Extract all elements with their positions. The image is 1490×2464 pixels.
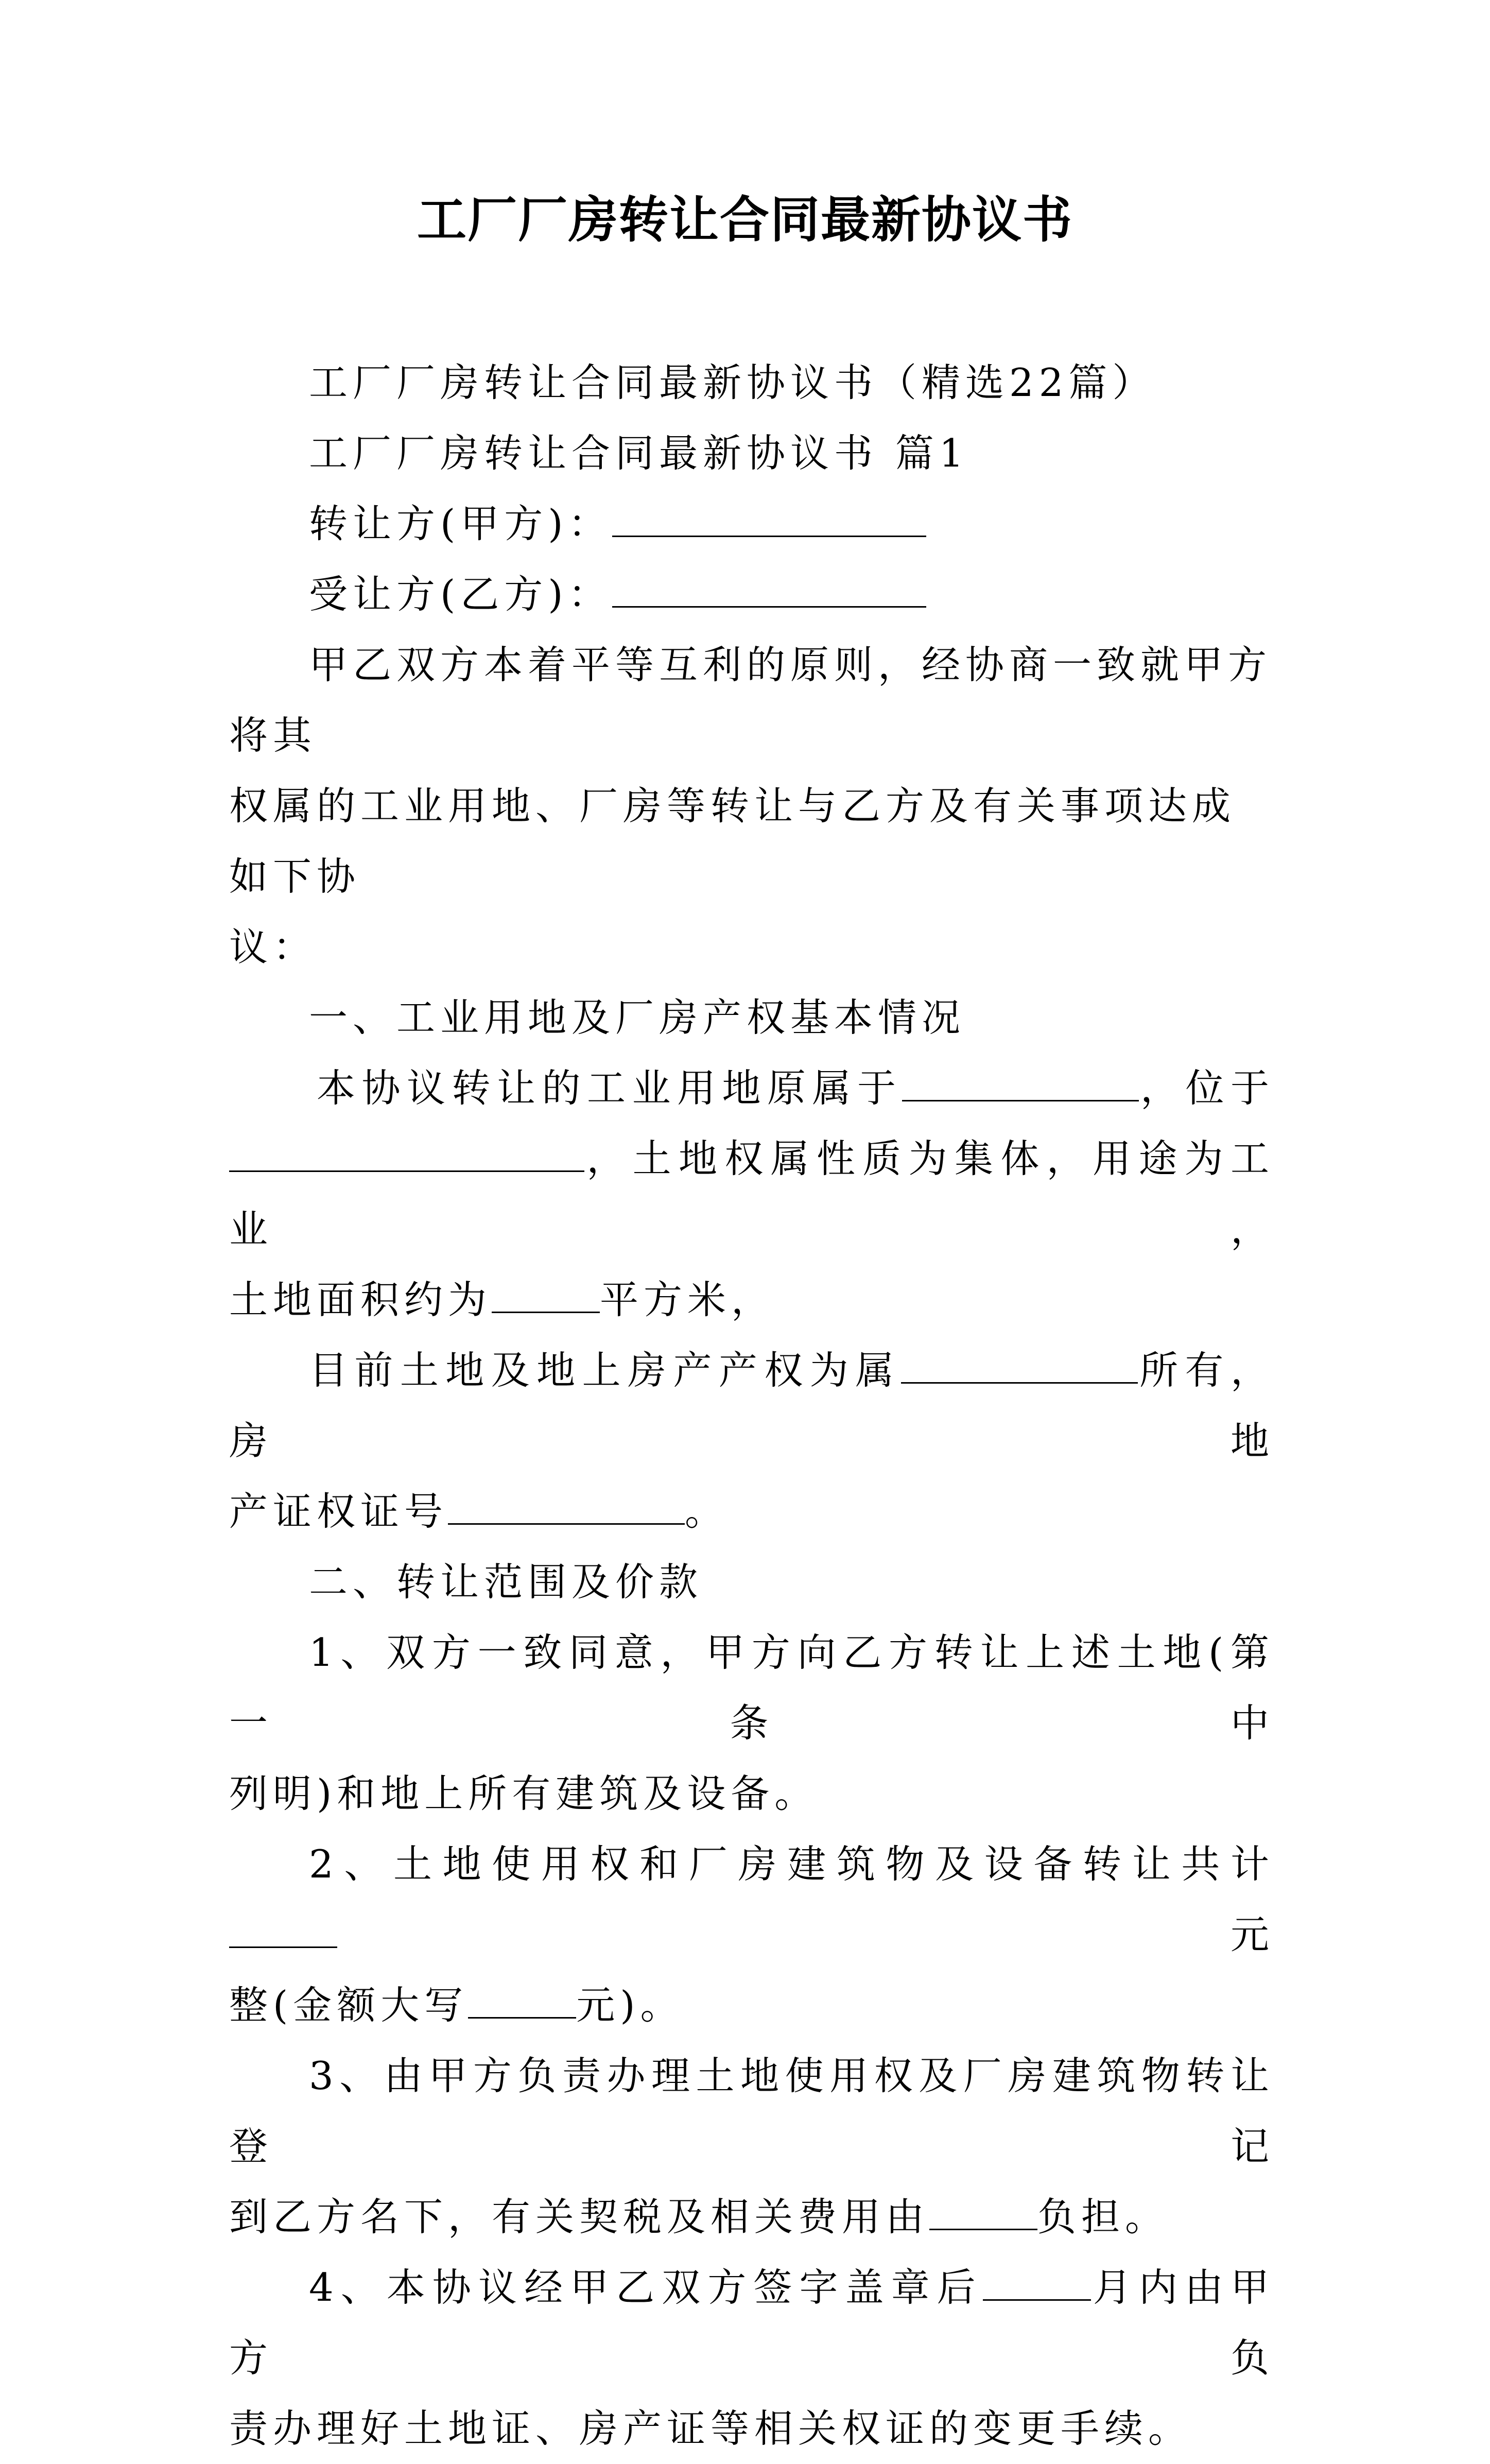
intro-line: 甲乙双方本着平等互利的原则，经协商一致就甲方将其 bbox=[229, 642, 1272, 758]
party-b-line bbox=[229, 559, 1274, 630]
paragraph-line bbox=[229, 1476, 1274, 1547]
text-span: 负担。 bbox=[1037, 2194, 1169, 2239]
text-span: 所有，房地 bbox=[229, 1348, 1274, 1463]
text-span: 到乙方名下，有关契税及相关费用由 bbox=[229, 2194, 930, 2239]
item-line: 列明)和地上所有建筑及设备。 bbox=[229, 1771, 819, 1816]
document-body bbox=[229, 348, 1274, 2464]
document-title: 工厂厂房转让合同最新协议书 bbox=[417, 191, 1073, 249]
item-line bbox=[229, 2252, 1274, 2393]
item-line bbox=[229, 1970, 1274, 2041]
party-a-label: 转让方(甲方)： bbox=[309, 501, 612, 546]
item-line bbox=[229, 2182, 1274, 2252]
text-span: 。 bbox=[685, 1489, 729, 1534]
party-b-blank bbox=[612, 575, 926, 608]
text-span: 4、本协议经甲乙双方签字盖章后 bbox=[309, 2265, 983, 2310]
intro-line: 议： bbox=[229, 924, 317, 970]
amount-words-blank bbox=[468, 1986, 576, 2019]
owner-blank bbox=[901, 1351, 1138, 1384]
text-span: 平方米， bbox=[600, 1277, 775, 1322]
certificate-number-blank bbox=[448, 1492, 685, 1525]
text-span: 月内由甲方负 bbox=[229, 2265, 1274, 2381]
item-line: 1、双方一致同意，甲方向乙方转让上述土地(第一条中 bbox=[229, 1630, 1274, 1746]
months-blank bbox=[983, 2268, 1091, 2301]
heading-one: 一、工业用地及厂房产权基本情况 bbox=[309, 995, 966, 1040]
heading-two: 二、转让范围及价款 bbox=[309, 1559, 703, 1605]
paragraph-line bbox=[229, 1053, 1274, 1124]
text-span: 目前土地及地上房产产权为属 bbox=[309, 1348, 901, 1393]
item-line: 责办理好土地证、房产证等相关权证的变更手续。 bbox=[229, 2406, 1192, 2451]
text-span: 2、土地使用权和厂房建筑物及设备转让共计 bbox=[309, 1841, 1274, 1887]
text-span: 元 bbox=[337, 1912, 1274, 1957]
paragraph-line bbox=[229, 1124, 1274, 1265]
fee-bearer-blank bbox=[929, 2198, 1037, 2230]
amount-blank bbox=[229, 1916, 337, 1948]
text-span: 产证权证号 bbox=[229, 1489, 448, 1534]
text-span: ，土地权属性质为集体，用途为工业， bbox=[229, 1136, 1274, 1252]
text-span: ，位于 bbox=[1139, 1065, 1274, 1111]
area-blank bbox=[492, 1281, 600, 1313]
item-line bbox=[229, 1829, 1274, 1970]
original-owner-blank bbox=[902, 1069, 1139, 1101]
paragraph-line bbox=[229, 1335, 1274, 1476]
item-line: 3、由甲方负责办理土地使用权及厂房建筑物转让登记 bbox=[229, 2053, 1274, 2169]
party-b-label: 受让方(乙方)： bbox=[309, 572, 612, 617]
text-span: 本协议转让的工业用地原属于 bbox=[317, 1065, 903, 1111]
paragraph-line bbox=[229, 1265, 1274, 1335]
intro-line: 权属的工业用地、厂房等转让与乙方及有关事项达成如下协 bbox=[229, 783, 1236, 899]
location-blank bbox=[229, 1140, 584, 1172]
section-heading: 工厂厂房转让合同最新协议书 篇1 bbox=[309, 430, 969, 476]
party-a-line bbox=[229, 489, 1274, 559]
party-a-blank bbox=[612, 505, 926, 537]
text-span: 元)。 bbox=[576, 1983, 684, 2028]
text-span: 土地面积约为 bbox=[229, 1277, 492, 1322]
document-subtitle: 工厂厂房转让合同最新协议书（精选22篇） bbox=[309, 360, 1156, 405]
text-span: 整(金额大写 bbox=[229, 1983, 469, 2028]
